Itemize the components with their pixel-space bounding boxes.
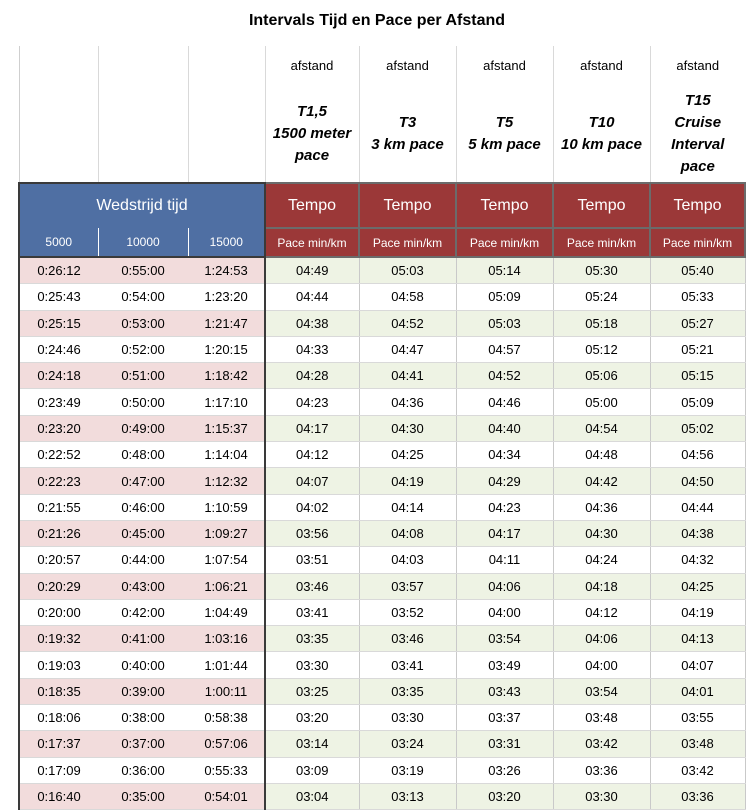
race-time-cell: 1:06:21 (188, 573, 265, 599)
pace-cell: 04:03 (359, 547, 456, 573)
page-title: Intervals Tijd en Pace per Afstand (248, 12, 506, 29)
pace-cell: 05:24 (553, 284, 650, 310)
pace-cell: 03:20 (456, 783, 553, 809)
pace-cell: 03:52 (359, 599, 456, 625)
pace-cell: 04:19 (359, 468, 456, 494)
pace-cell: 05:09 (456, 284, 553, 310)
interval-header-row (19, 85, 745, 183)
pace-cell: 03:37 (456, 705, 553, 731)
pace-cell: 04:29 (456, 468, 553, 494)
pace-cell: 03:55 (650, 705, 745, 731)
table-row (19, 336, 745, 362)
afstand-header-row (19, 46, 745, 85)
table-row (19, 520, 745, 546)
race-time-cell: 0:43:00 (98, 573, 188, 599)
pace-cell: 03:35 (359, 678, 456, 704)
pace-cell: 04:18 (553, 573, 650, 599)
pace-cell: 03:54 (456, 626, 553, 652)
race-time-cell: 0:40:00 (98, 652, 188, 678)
pace-cell: 04:33 (265, 336, 359, 362)
pace-cell: 04:52 (456, 363, 553, 389)
interval-name: T15 (684, 91, 711, 109)
pace-cell: 03:48 (553, 705, 650, 731)
table-row (19, 442, 745, 468)
empty-header-cell (188, 85, 265, 183)
pace-unit-header: Pace min/km (359, 228, 456, 257)
pace-cell: 04:57 (456, 336, 553, 362)
table-row (19, 415, 745, 441)
pace-unit-header: Pace min/km (650, 228, 745, 257)
race-time-cell: 1:23:20 (188, 284, 265, 310)
pace-unit-header: Pace min/km (265, 228, 359, 257)
pace-cell: 04:58 (359, 284, 456, 310)
race-time-cell: 1:03:16 (188, 626, 265, 652)
pace-cell: 03:36 (650, 783, 745, 809)
pace-cell: 03:35 (265, 626, 359, 652)
pace-cell: 03:54 (553, 678, 650, 704)
race-time-cell: 0:23:49 (19, 389, 98, 415)
pace-cell: 04:50 (650, 468, 745, 494)
pace-cell: 05:09 (650, 389, 745, 415)
pace-cell: 03:46 (265, 573, 359, 599)
pace-cell: 04:30 (359, 415, 456, 441)
race-time-cell: 0:16:40 (19, 783, 98, 809)
pace-cell: 04:24 (553, 547, 650, 573)
wedstrijd-tijd-header: Wedstrijd tijd (19, 183, 265, 228)
tempo-header: Tempo (456, 183, 553, 228)
pace-cell: 04:07 (265, 468, 359, 494)
pace-cell: 03:04 (265, 783, 359, 809)
table-row (19, 731, 745, 757)
pace-cell: 05:03 (359, 257, 456, 284)
race-time-cell: 1:18:42 (188, 363, 265, 389)
pace-cell: 03:42 (650, 757, 745, 783)
empty-header-cell (98, 85, 188, 183)
tempo-header: Tempo (359, 183, 456, 228)
race-time-cell: 0:48:00 (98, 442, 188, 468)
table-row (19, 783, 745, 809)
race-time-cell: 1:15:37 (188, 415, 265, 441)
pace-cell: 03:20 (265, 705, 359, 731)
pace-cell: 04:44 (265, 284, 359, 310)
pace-cell: 05:18 (553, 310, 650, 336)
race-time-cell: 0:20:00 (19, 599, 98, 625)
race-time-cell: 0:21:55 (19, 494, 98, 520)
afstand-label: afstand (359, 46, 456, 85)
interval-desc: 10 km pace (561, 135, 642, 153)
interval-name: T10 (588, 113, 615, 131)
pace-cell: 03:57 (359, 573, 456, 599)
pace-cell: 05:00 (553, 389, 650, 415)
interval-desc: pace (294, 146, 330, 164)
race-time-cell: 0:20:57 (19, 547, 98, 573)
race-time-cell: 0:54:01 (188, 783, 265, 809)
race-time-cell: 0:52:00 (98, 336, 188, 362)
race-time-cell: 0:22:23 (19, 468, 98, 494)
pace-cell: 04:23 (456, 494, 553, 520)
race-time-cell: 0:20:29 (19, 573, 98, 599)
pace-cell: 05:02 (650, 415, 745, 441)
race-time-cell: 0:35:00 (98, 783, 188, 809)
empty-header-cell (19, 85, 98, 183)
pace-cell: 04:19 (650, 599, 745, 625)
race-time-cell: 0:24:46 (19, 336, 98, 362)
interval-header-t5 (456, 85, 553, 183)
table-row (19, 257, 745, 284)
race-time-cell: 0:17:09 (19, 757, 98, 783)
table-row (19, 705, 745, 731)
table-row (19, 468, 745, 494)
pace-cell: 04:32 (650, 547, 745, 573)
pace-cell: 04:54 (553, 415, 650, 441)
pace-cell: 03:24 (359, 731, 456, 757)
race-time-cell: 0:55:00 (98, 257, 188, 284)
interval-desc: Cruise (674, 113, 722, 131)
pace-cell: 03:25 (265, 678, 359, 704)
afstand-label: afstand (553, 46, 650, 85)
race-time-cell: 0:19:32 (19, 626, 98, 652)
pace-cell: 03:43 (456, 678, 553, 704)
race-time-cell: 0:18:06 (19, 705, 98, 731)
pace-cell: 03:14 (265, 731, 359, 757)
race-time-cell: 1:10:59 (188, 494, 265, 520)
pace-cell: 05:40 (650, 257, 745, 284)
pace-cell: 04:08 (359, 520, 456, 546)
afstand-label: afstand (265, 46, 359, 85)
pace-cell: 03:51 (265, 547, 359, 573)
pace-cell: 04:11 (456, 547, 553, 573)
race-time-cell: 1:17:10 (188, 389, 265, 415)
pace-cell: 05:27 (650, 310, 745, 336)
race-time-cell: 0:22:52 (19, 442, 98, 468)
race-time-cell: 0:54:00 (98, 284, 188, 310)
pace-cell: 04:38 (265, 310, 359, 336)
race-time-cell: 0:44:00 (98, 547, 188, 573)
group-header-row (19, 183, 745, 228)
race-time-cell: 1:24:53 (188, 257, 265, 284)
pace-cell: 04:13 (650, 626, 745, 652)
distance-header-15000: 15000 (188, 228, 265, 257)
interval-desc: Interval (671, 135, 725, 153)
race-time-cell: 0:58:38 (188, 705, 265, 731)
interval-desc: 3 km pace (371, 135, 444, 153)
unit-header-row (19, 228, 745, 257)
pace-cell: 03:13 (359, 783, 456, 809)
race-time-cell: 0:21:26 (19, 520, 98, 546)
pace-cell: 03:31 (456, 731, 553, 757)
table-row (19, 599, 745, 625)
race-time-cell: 1:21:47 (188, 310, 265, 336)
pace-cell: 04:12 (265, 442, 359, 468)
pace-cell: 03:30 (553, 783, 650, 809)
race-time-cell: 1:09:27 (188, 520, 265, 546)
pace-cell: 04:23 (265, 389, 359, 415)
pace-cell: 04:30 (553, 520, 650, 546)
pace-cell: 03:19 (359, 757, 456, 783)
race-time-cell: 0:51:00 (98, 363, 188, 389)
pace-cell: 04:47 (359, 336, 456, 362)
pace-cell: 04:46 (456, 389, 553, 415)
pace-cell: 04:14 (359, 494, 456, 520)
race-time-cell: 1:01:44 (188, 652, 265, 678)
pace-cell: 04:44 (650, 494, 745, 520)
pace-cell: 04:25 (359, 442, 456, 468)
pace-cell: 04:36 (553, 494, 650, 520)
race-time-cell: 0:36:00 (98, 757, 188, 783)
table-row (19, 626, 745, 652)
pace-cell: 04:56 (650, 442, 745, 468)
table-row (19, 757, 745, 783)
race-time-cell: 0:57:06 (188, 731, 265, 757)
pace-cell: 03:30 (265, 652, 359, 678)
pace-cell: 05:12 (553, 336, 650, 362)
interval-name: T5 (495, 113, 514, 131)
race-time-cell: 0:42:00 (98, 599, 188, 625)
pace-cell: 04:49 (265, 257, 359, 284)
interval-header-t15 (650, 85, 745, 183)
race-time-cell: 0:39:00 (98, 678, 188, 704)
interval-desc: 1500 meter (272, 124, 352, 142)
race-time-cell: 0:53:00 (98, 310, 188, 336)
interval-header-t3 (359, 85, 456, 183)
pace-cell: 03:49 (456, 652, 553, 678)
afstand-label: afstand (456, 46, 553, 85)
race-time-cell: 0:38:00 (98, 705, 188, 731)
interval-name: T3 (398, 113, 417, 131)
race-time-cell: 0:49:00 (98, 415, 188, 441)
race-time-cell: 1:20:15 (188, 336, 265, 362)
table-row (19, 547, 745, 573)
empty-header-cell (188, 46, 265, 85)
race-time-cell: 0:24:18 (19, 363, 98, 389)
afstand-label: afstand (650, 46, 745, 85)
pace-cell: 04:06 (456, 573, 553, 599)
pace-cell: 04:07 (650, 652, 745, 678)
pace-cell: 03:41 (265, 599, 359, 625)
table-row (19, 652, 745, 678)
race-time-cell: 0:45:00 (98, 520, 188, 546)
pace-cell: 04:00 (553, 652, 650, 678)
pace-cell: 04:36 (359, 389, 456, 415)
table-row (19, 310, 745, 336)
interval-header-t10 (553, 85, 650, 183)
pace-cell: 05:03 (456, 310, 553, 336)
pace-cell: 05:15 (650, 363, 745, 389)
empty-header-cell (19, 46, 98, 85)
race-time-cell: 1:07:54 (188, 547, 265, 573)
pace-cell: 04:17 (456, 520, 553, 546)
race-time-cell: 0:26:12 (19, 257, 98, 284)
pace-cell: 04:42 (553, 468, 650, 494)
empty-header-cell (98, 46, 188, 85)
pace-cell: 05:21 (650, 336, 745, 362)
race-time-cell: 0:50:00 (98, 389, 188, 415)
distance-header-5000: 5000 (19, 228, 98, 257)
table-row (19, 494, 745, 520)
interval-desc: 5 km pace (468, 135, 541, 153)
table-row (19, 284, 745, 310)
pace-cell: 04:52 (359, 310, 456, 336)
pace-cell: 03:09 (265, 757, 359, 783)
pace-cell: 04:38 (650, 520, 745, 546)
race-time-cell: 1:14:04 (188, 442, 265, 468)
pace-cell: 03:56 (265, 520, 359, 546)
race-time-cell: 0:18:35 (19, 678, 98, 704)
race-time-cell: 1:12:32 (188, 468, 265, 494)
table-row (19, 678, 745, 704)
race-time-cell: 0:25:15 (19, 310, 98, 336)
pace-cell: 04:12 (553, 599, 650, 625)
pace-cell: 03:48 (650, 731, 745, 757)
pace-cell: 03:26 (456, 757, 553, 783)
pace-cell: 05:33 (650, 284, 745, 310)
pace-cell: 04:17 (265, 415, 359, 441)
pace-cell: 04:25 (650, 573, 745, 599)
pace-cell: 05:06 (553, 363, 650, 389)
pace-cell: 03:41 (359, 652, 456, 678)
pace-cell: 04:48 (553, 442, 650, 468)
pace-cell: 04:34 (456, 442, 553, 468)
table-row (19, 389, 745, 415)
pace-cell: 05:30 (553, 257, 650, 284)
race-time-cell: 0:25:43 (19, 284, 98, 310)
tempo-header: Tempo (553, 183, 650, 228)
pace-cell: 04:06 (553, 626, 650, 652)
pace-cell: 04:00 (456, 599, 553, 625)
pace-unit-header: Pace min/km (553, 228, 650, 257)
race-time-cell: 0:41:00 (98, 626, 188, 652)
race-time-cell: 0:23:20 (19, 415, 98, 441)
pace-unit-header: Pace min/km (456, 228, 553, 257)
race-time-cell: 0:46:00 (98, 494, 188, 520)
race-time-cell: 1:04:49 (188, 599, 265, 625)
tempo-header: Tempo (650, 183, 745, 228)
race-time-cell: 0:37:00 (98, 731, 188, 757)
table-row (19, 573, 745, 599)
pace-cell: 04:02 (265, 494, 359, 520)
pace-cell: 05:14 (456, 257, 553, 284)
race-time-cell: 1:00:11 (188, 678, 265, 704)
race-time-cell: 0:47:00 (98, 468, 188, 494)
pace-cell: 04:41 (359, 363, 456, 389)
interval-header-t1-5 (265, 85, 359, 183)
pace-cell: 04:28 (265, 363, 359, 389)
race-time-cell: 0:19:03 (19, 652, 98, 678)
interval-desc: pace (680, 157, 715, 175)
pace-cell: 03:30 (359, 705, 456, 731)
table-row (19, 363, 745, 389)
distance-header-10000: 10000 (98, 228, 188, 257)
pace-cell: 03:36 (553, 757, 650, 783)
pace-cell: 04:01 (650, 678, 745, 704)
pace-cell: 03:46 (359, 626, 456, 652)
tempo-header: Tempo (265, 183, 359, 228)
race-time-cell: 0:17:37 (19, 731, 98, 757)
race-time-cell: 0:55:33 (188, 757, 265, 783)
interval-name: T1,5 (296, 102, 327, 120)
pace-table (18, 46, 746, 810)
pace-cell: 04:40 (456, 415, 553, 441)
pace-cell: 03:42 (553, 731, 650, 757)
